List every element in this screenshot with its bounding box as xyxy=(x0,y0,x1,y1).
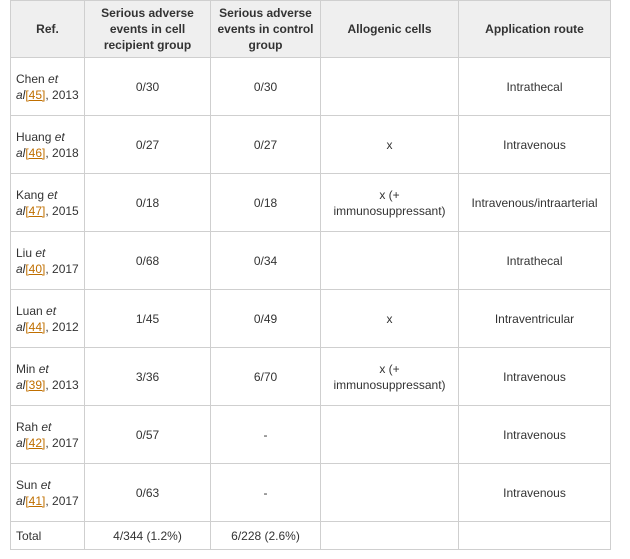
ref-etal: et al xyxy=(16,361,49,392)
total-label: Total xyxy=(11,522,85,550)
control-group-value: 0/49 xyxy=(211,290,321,348)
ref-etal: et al xyxy=(16,71,59,102)
ref-cell xyxy=(11,290,85,348)
ref-cell xyxy=(11,58,85,116)
ref-author: Rah xyxy=(16,419,39,434)
allogenic-value xyxy=(321,232,459,290)
cell-group-value: 0/63 xyxy=(85,464,211,522)
allogenic-value: x xyxy=(321,116,459,174)
control-group-value: 6/70 xyxy=(211,348,321,406)
ref-citation-link[interactable]: [41] xyxy=(25,493,46,508)
allogenic-value xyxy=(321,464,459,522)
ref-author: Chen xyxy=(16,71,45,86)
header-row xyxy=(11,1,611,58)
cell-group-value: 0/57 xyxy=(85,406,211,464)
table-row xyxy=(11,464,611,522)
ref-year: , 2017 xyxy=(45,261,79,276)
ref-etal: et al xyxy=(16,187,58,218)
route-value: Intravenous xyxy=(459,116,611,174)
cell-group-value: 1/45 xyxy=(85,290,211,348)
ref-etal: et al xyxy=(16,477,51,508)
route-value: Intrathecal xyxy=(459,58,611,116)
ref-year: , 2012 xyxy=(45,319,79,334)
ref-author: Luan xyxy=(16,303,43,318)
cell-group-value: 0/68 xyxy=(85,232,211,290)
ref-year: , 2017 xyxy=(45,435,79,450)
table-row xyxy=(11,232,611,290)
table-row xyxy=(11,174,611,232)
ref-year: , 2018 xyxy=(45,145,79,160)
route-value: Intraventricular xyxy=(459,290,611,348)
ref-cell xyxy=(11,116,85,174)
ref-author: Huang xyxy=(16,129,52,144)
cell-group-value: 0/27 xyxy=(85,116,211,174)
control-group-value: - xyxy=(211,464,321,522)
ref-citation-link[interactable]: [44] xyxy=(25,319,46,334)
ref-cell xyxy=(11,348,85,406)
table-row xyxy=(11,58,611,116)
header-control-group: Serious adverse events in control group xyxy=(211,1,321,58)
table-row xyxy=(11,116,611,174)
allogenic-value xyxy=(321,406,459,464)
ref-author: Min xyxy=(16,361,36,376)
total-row xyxy=(11,522,611,550)
ref-author: Sun xyxy=(16,477,38,492)
ref-year: , 2015 xyxy=(45,203,79,218)
ref-cell xyxy=(11,406,85,464)
ref-etal: et al xyxy=(16,419,52,450)
allogenic-value: x (+ immunosuppressant) xyxy=(321,348,459,406)
ref-author: Liu xyxy=(16,245,33,260)
control-group-value: 0/34 xyxy=(211,232,321,290)
control-group-value: 0/30 xyxy=(211,58,321,116)
table-row xyxy=(11,348,611,406)
route-value: Intravenous/intraarterial xyxy=(459,174,611,232)
cell-group-value: 0/18 xyxy=(85,174,211,232)
control-group-value: - xyxy=(211,406,321,464)
ref-author: Kang xyxy=(16,187,45,202)
allogenic-value: x xyxy=(321,290,459,348)
ref-year: , 2017 xyxy=(45,493,79,508)
allogenic-value: x (+ immunosuppressant) xyxy=(321,174,459,232)
ref-cell xyxy=(11,232,85,290)
ref-citation-link[interactable]: [47] xyxy=(25,203,46,218)
route-value: Intravenous xyxy=(459,464,611,522)
total-allogenic xyxy=(321,522,459,550)
ref-cell xyxy=(11,174,85,232)
control-group-value: 0/27 xyxy=(211,116,321,174)
ref-etal: et al xyxy=(16,129,65,160)
ref-citation-link[interactable]: [40] xyxy=(25,261,46,276)
ref-year: , 2013 xyxy=(45,87,79,102)
route-value: Intravenous xyxy=(459,348,611,406)
ref-year: , 2013 xyxy=(45,377,79,392)
adverse-events-table xyxy=(10,0,611,550)
route-value: Intravenous xyxy=(459,406,611,464)
allogenic-value xyxy=(321,58,459,116)
header-ref: Ref. xyxy=(11,1,85,58)
table-row xyxy=(11,406,611,464)
ref-etal: et al xyxy=(16,303,57,334)
total-cell-group: 4/344 (1.2%) xyxy=(85,522,211,550)
cell-group-value: 0/30 xyxy=(85,58,211,116)
ref-citation-link[interactable]: [46] xyxy=(25,145,46,160)
total-control-group: 6/228 (2.6%) xyxy=(211,522,321,550)
ref-etal: et al xyxy=(16,245,46,276)
cell-group-value: 3/36 xyxy=(85,348,211,406)
route-value: Intrathecal xyxy=(459,232,611,290)
ref-cell xyxy=(11,464,85,522)
header-allogenic: Allogenic cells xyxy=(321,1,459,58)
header-route: Application route xyxy=(459,1,611,58)
total-route xyxy=(459,522,611,550)
control-group-value: 0/18 xyxy=(211,174,321,232)
ref-citation-link[interactable]: [45] xyxy=(25,87,46,102)
ref-citation-link[interactable]: [42] xyxy=(25,435,46,450)
ref-citation-link[interactable]: [39] xyxy=(25,377,46,392)
table-row xyxy=(11,290,611,348)
header-cell-group: Serious adverse events in cell recipient group xyxy=(85,1,211,58)
